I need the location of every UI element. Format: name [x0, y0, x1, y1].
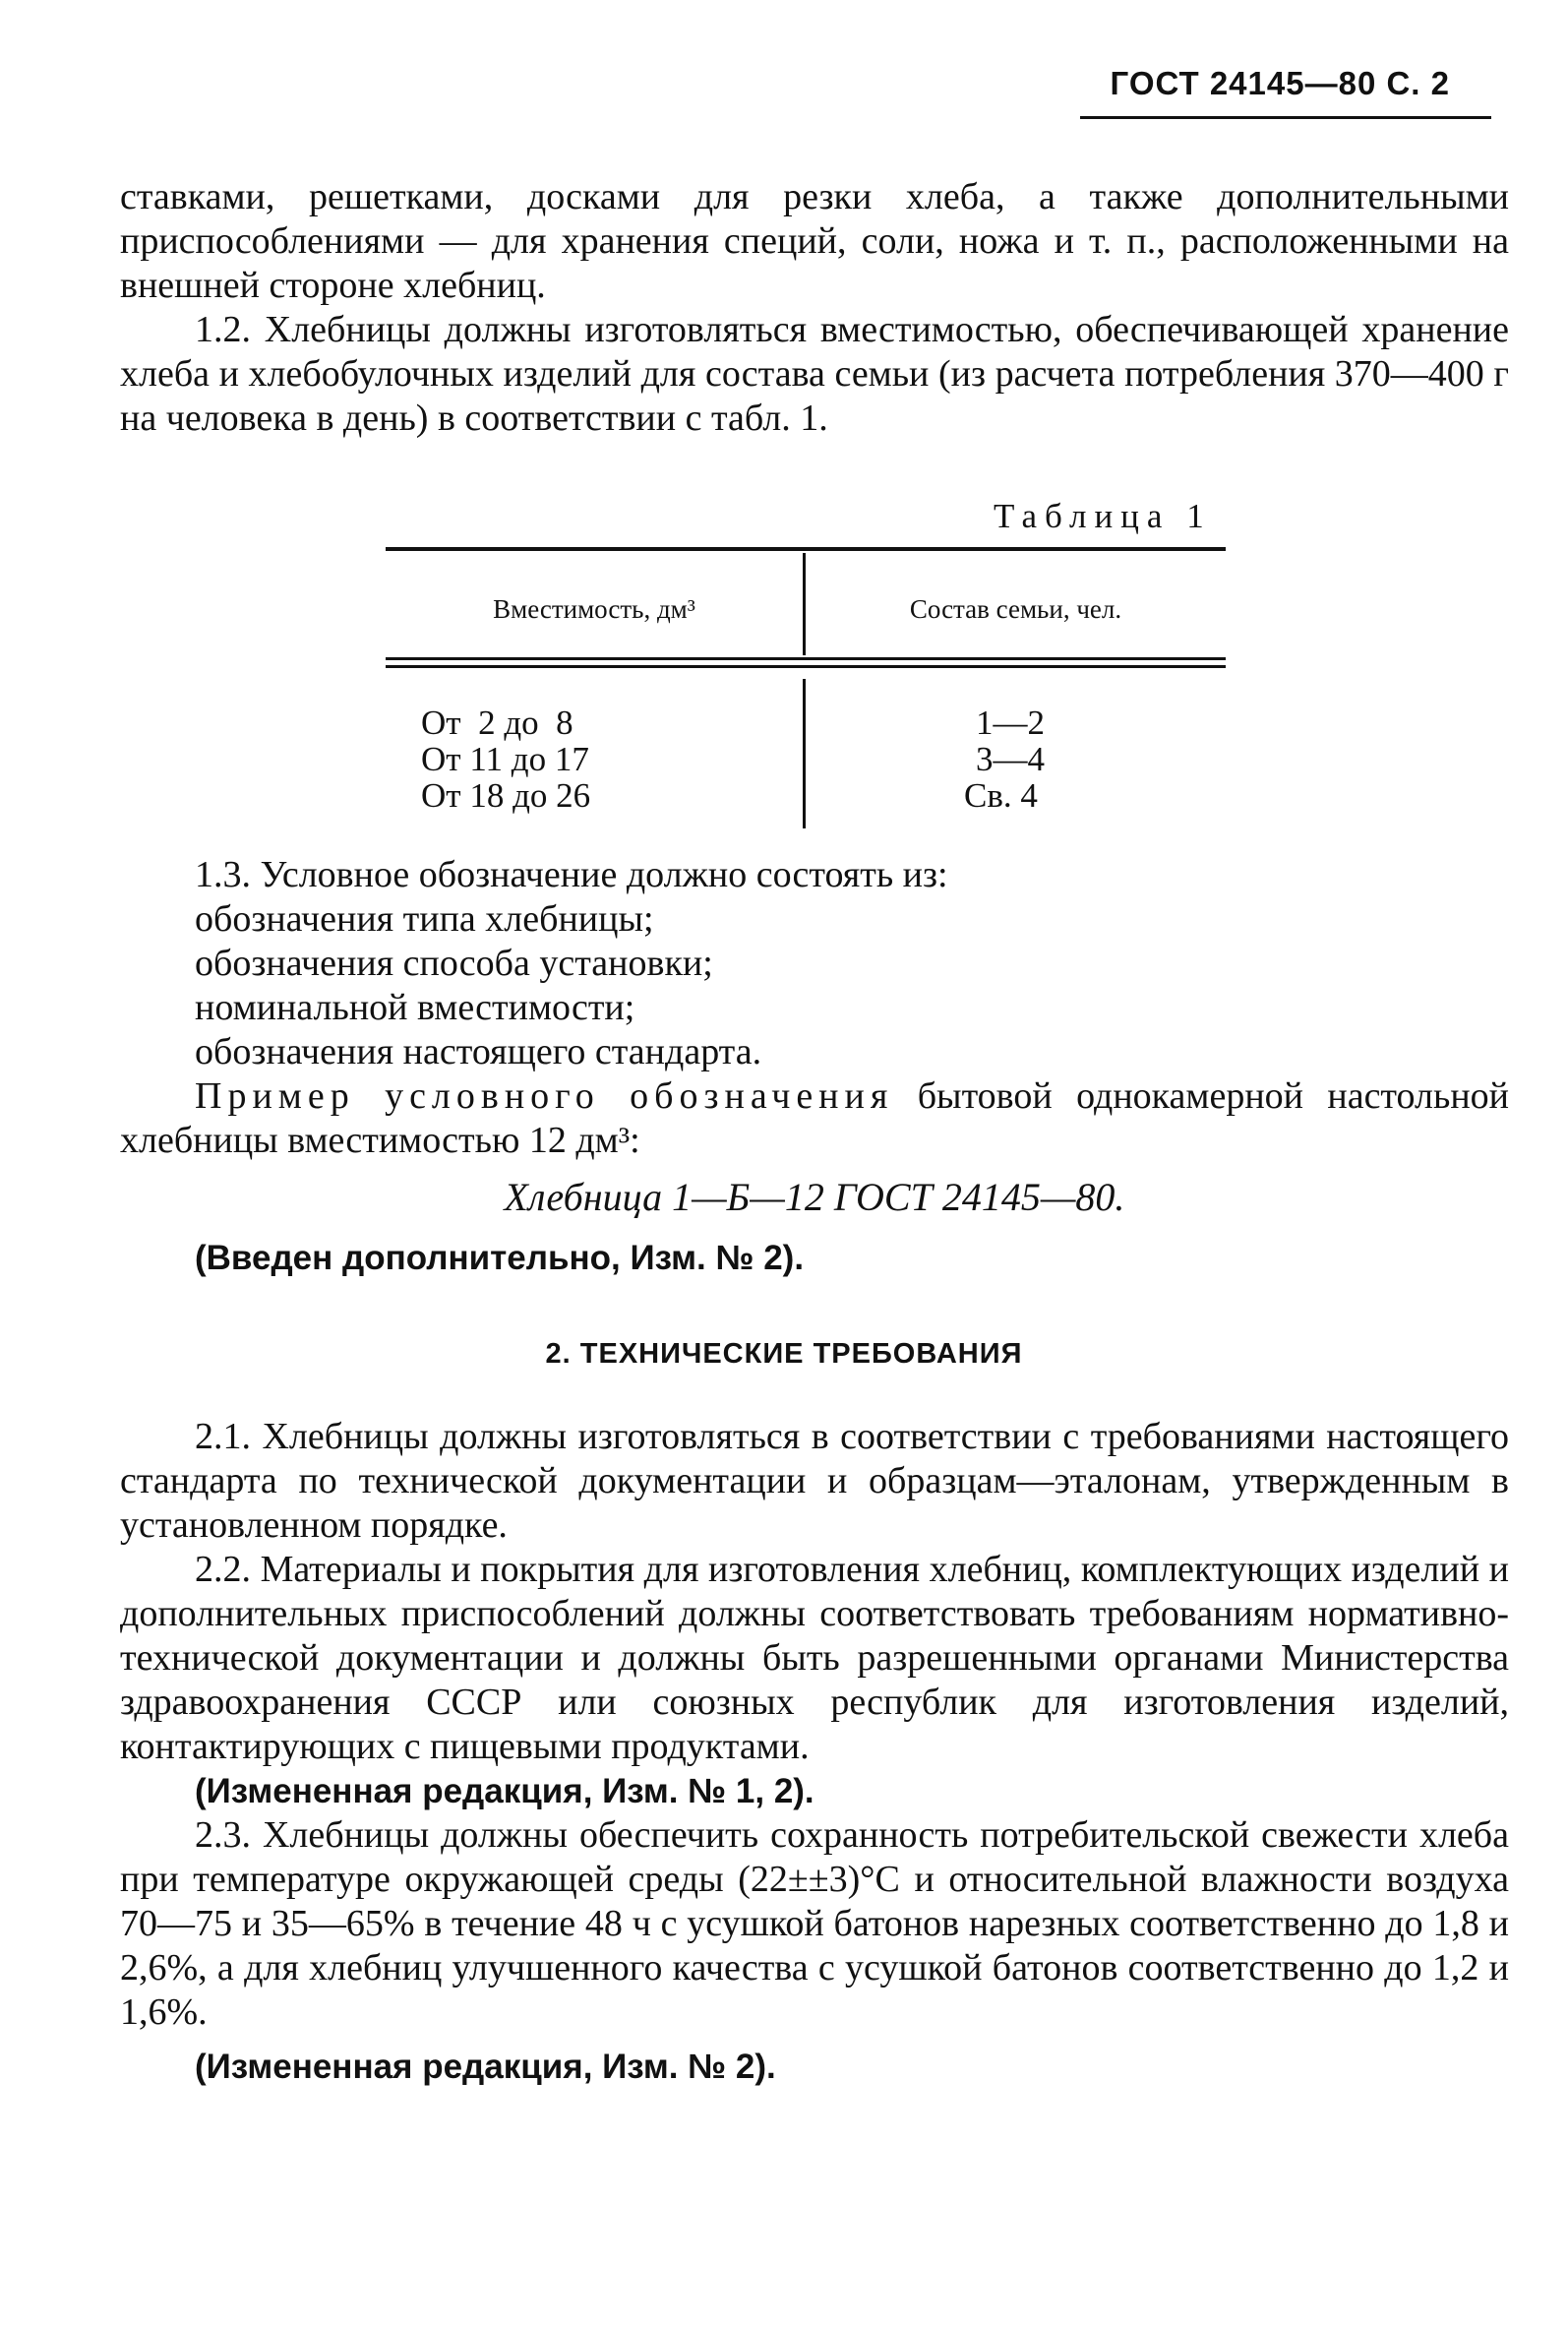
running-header: ГОСТ 24145—80 С. 2 — [1110, 65, 1450, 101]
paragraph-2-1: 2.1. Хлебницы должны изготовляться в соответствии с требованиями настоящего стандарта по технической документации и образцам—эталонам, утвержденным в установленном порядке. — [120, 1416, 1509, 1546]
example-formula: Хлебница 1—Б—12 ГОСТ 24145—80. — [504, 1175, 1125, 1219]
table-header-family: Состав семьи, чел. — [909, 594, 1122, 624]
list-item: обозначения способа установки; — [195, 943, 713, 984]
list-item: обозначения настоящего стандарта. — [195, 1031, 762, 1072]
amendment-note: (Введен дополнительно, Изм. № 2). — [195, 1239, 805, 1277]
paragraph-2-2: 2.2. Материалы и покрытия для изготовления хлебниц, комплектующих изделий и дополнительных приспособлений должны соответствовать требованиям нормативно-технической документации и должны быть разрешенными органами Министерства здравоохранения СССР или союзных республик для изготовления изделий, контактирующих с пищевыми продуктами. — [120, 1549, 1509, 1767]
table-cell-family: 1—2 — [976, 704, 1045, 742]
table-col-family — [964, 704, 1045, 814]
example-text: бытовой однокамерной настольной хлебницы вместимостью 12 дм³: — [120, 1075, 1509, 1161]
table-header-rule-1 — [386, 657, 1226, 660]
table-col-capacity — [421, 704, 590, 814]
example-label: Пример условного обозначения — [195, 1075, 894, 1117]
table-top-rule — [386, 547, 1226, 551]
table-cell-capacity: От 11 до 17 — [421, 740, 589, 778]
amendment-note: (Измененная редакция, Изм. № 2). — [195, 2048, 776, 2086]
clause-1-3-block — [120, 853, 1509, 1280]
table-cell-capacity: От 2 до 8 — [421, 704, 573, 742]
header-rule — [1080, 116, 1491, 119]
table-header-capacity: Вместимость, дм³ — [493, 594, 695, 624]
intro-paragraph: ставками, решетками, досками для резки хлеба, а также дополнительными приспособлениями — для хранения специй, соли, ножа и т. п., расположенными на внешней стороне хлебниц. — [120, 176, 1509, 306]
paragraph-2-3: 2.3. Хлебницы должны обеспечить сохранность потребительской свежести хлеба при температуре окружающей среды (22±±3)°С и относительной влажности воздуха 70—75 и 35—65% в течение 48 ч с усушкой батонов нарезных соответственно до 1,8 и 2,6%, а для хлебниц улучшенного качества с усушкой батонов соответственно до 1,2 и 1,6%. — [120, 1814, 1509, 2033]
top-text-block — [120, 175, 1509, 441]
table-cell-capacity: От 18 до 26 — [421, 776, 591, 815]
example-paragraph — [120, 1074, 1509, 1163]
table-body-divider — [803, 679, 806, 828]
table-cell-family: Св. 4 — [964, 776, 1038, 815]
table-caption: Таблица 1 — [994, 497, 1212, 535]
amendment-note: (Измененная редакция, Изм. № 1, 2). — [195, 1772, 814, 1810]
list-item: номинальной вместимости; — [195, 987, 635, 1028]
list-item: обозначения типа хлебницы; — [195, 898, 654, 940]
table-header-rule-2 — [386, 665, 1226, 668]
paragraph-1-2: 1.2. Хлебницы должны изготовляться вместимостью, обеспечивающей хранение хлеба и хлебобулочных изделий для состава семьи (из расчета потребления 370—400 г на человека в день) в соответствии с табл. 1. — [120, 309, 1509, 439]
paragraph-1-3-lead: 1.3. Условное обозначение должно состоять из: — [195, 854, 948, 895]
table-cell-family: 3—4 — [976, 740, 1045, 778]
section-heading: 2. ТЕХНИЧЕСКИЕ ТРЕБОВАНИЯ — [545, 1338, 1023, 1370]
section-2-block — [120, 1415, 1509, 2089]
